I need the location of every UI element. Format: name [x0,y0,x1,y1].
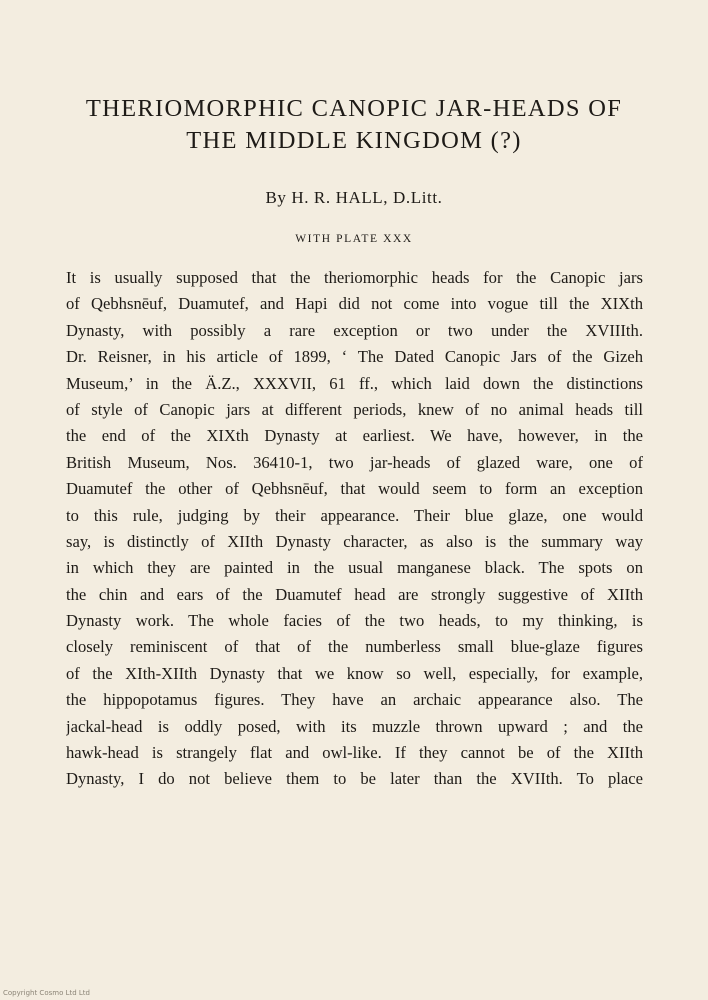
text-line: Dynasty, I do not believe them to be later than the XVIIth. To place [66,769,643,789]
title-line: THE MIDDLE KINGDOM (?) [186,127,522,154]
text-line: Dynasty, with possibly a rare exception or two under the XVIIIth. [66,320,643,340]
text-line: Dr. Reisner, in his article of 1899, ‘ The Dated Canopic Jars of the Gizeh [66,347,643,367]
text-line: of Qebhsnēuf, Duamutef, and Hapi did not come into vogue till the XIXth [66,294,643,314]
author-byline: By H. R. HALL, D.Litt. [265,188,443,207]
text-line: Dynasty work. The whole facies of the two heads, to my thinking, is [66,611,643,631]
title-line: THERIOMORPHIC CANOPIC JAR-HEADS OF [85,95,623,122]
text-line: hawk-head is strangely flat and owl-like. If they cannot be of the XIIth [66,743,643,763]
text-line: of style of Canopic jars at different periods, knew of no animal heads till [66,399,643,419]
body-paragraph [66,265,643,793]
text-line: the end of the XIXth Dynasty at earliest. We have, however, in the [66,426,643,446]
text-line: the hippopotamus figures. They have an archaic appearance also. The [66,690,643,710]
text-line: It is usually supposed that the theriomorphic heads for the Canopic jars [66,268,643,287]
text-line: of the XIth-XIIth Dynasty that we know so well, especially, for example, [66,663,643,683]
text-line: Museum,’ in the Ä.Z., XXXVII, 61 ff., which laid down the distinctions [66,373,643,393]
text-line: British Museum, Nos. 36410-1, two jar-heads of glazed ware, one of [66,452,643,472]
text-line: Duamutef the other of Qebhsnēuf, that would seem to form an exception [66,479,643,499]
text-line: closely reminiscent of that of the numberless small blue-glaze figures [66,637,643,657]
text-line: jackal-head is oddly posed, with its muzzle thrown upward ; and the [66,716,643,736]
copyright-notice: Copyright Cosmo Ltd Ltd [3,989,90,997]
text-line: the chin and ears of the Duamutef head are strongly suggestive of XIIth [66,584,643,604]
plate-reference: WITH PLATE XXX [295,233,413,245]
text-line: in which they are painted in the usual manganese black. The spots on [66,558,643,578]
article-title [40,93,668,157]
text-line: to this rule, judging by their appearance. Their blue glaze, one would [66,505,643,525]
text-line: say, is distinctly of XIIth Dynasty character, as also is the summary way [66,531,643,551]
